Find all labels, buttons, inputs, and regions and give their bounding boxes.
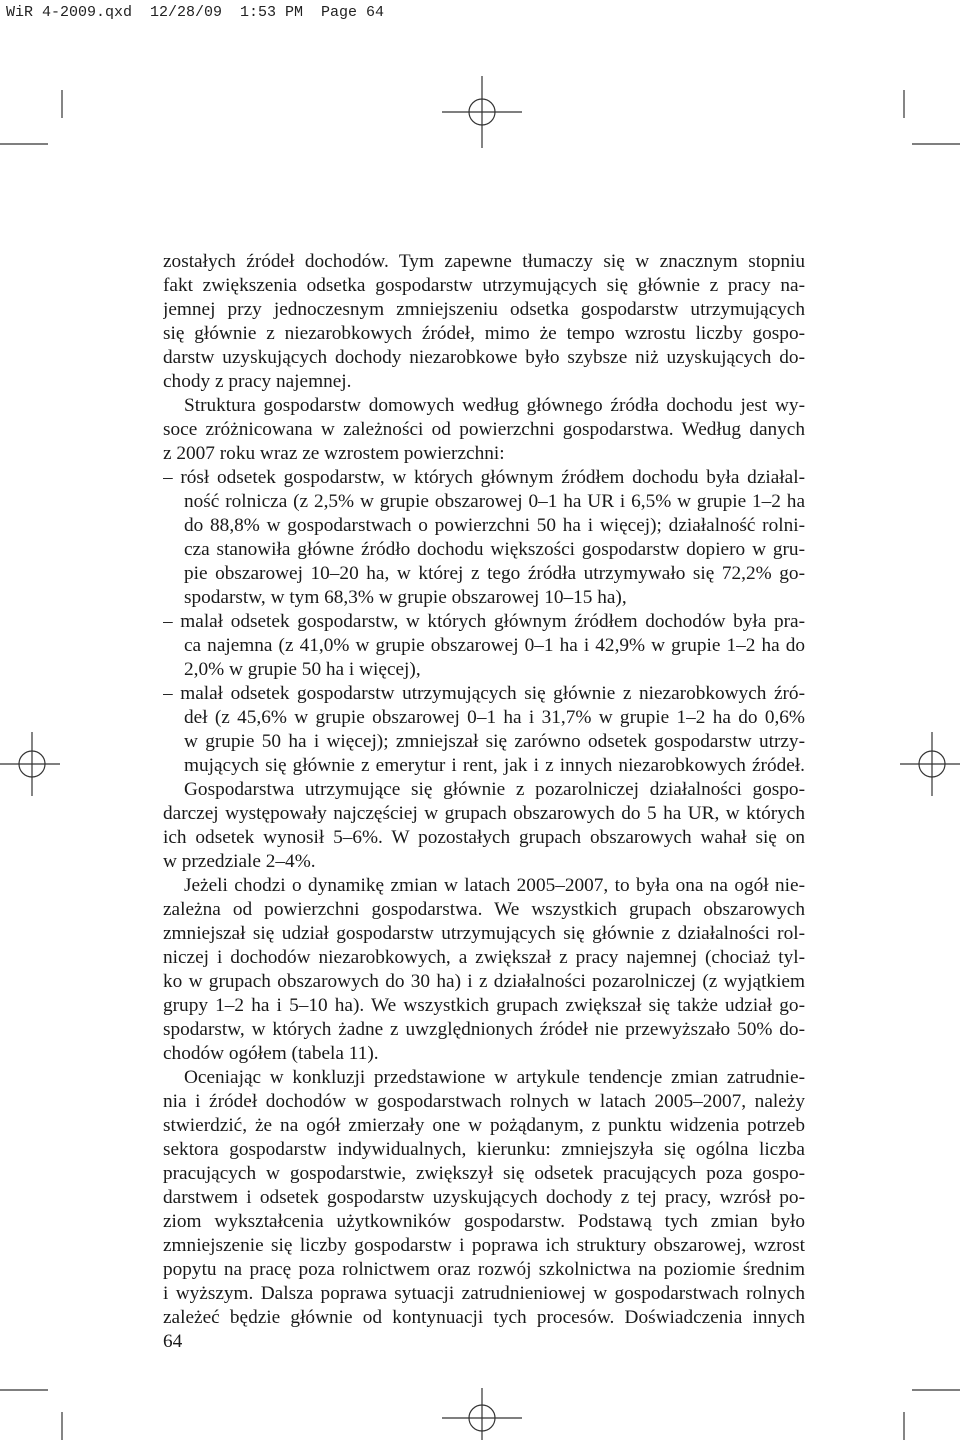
text-line: Jeżeli chodzi o dynamikę zmian w latach 2005–2007, to była ona na ogół nie- — [184, 875, 805, 896]
body-text — [163, 0, 805, 1440]
text-line: grupy 1–2 ha i 5–10 ha). We wszystkich grupach zwiększał się także udział go- — [163, 995, 805, 1016]
text-line: ziom wykształcenia użytkowników gospodarstw. Podstawą tych zmian było — [163, 1211, 805, 1232]
list-item-line: – malał odsetek gospodarstw utrzymujących się głównie z niezarobkowych źró- — [163, 683, 805, 704]
list-item-line: pie obszarowej 10–20 ha, w której z tego źródła utrzymywało się 72,2% go- — [184, 563, 805, 584]
text-line: się głównie z niezarobkowych źródeł, mimo że tempo wzrostu liczby gospo- — [163, 323, 805, 344]
list-item-line: deł (z 45,6% w grupie obszarowej 0–1 ha i 31,7% w grupie 1–2 ha do 0,6% — [184, 707, 805, 728]
text-line: Oceniając w konkluzji przedstawione w artykule tendencje zmian zatrudnie- — [184, 1067, 805, 1088]
registration-mark-right — [900, 732, 960, 796]
text-line: niczej i dochodów niezarobkowych, a zwiększał z pracy najemnej (chociaż tyl- — [163, 947, 805, 968]
list-item-line: do 88,8% w gospodarstwach o powierzchni 50 ha i więcej); działalność rolni- — [184, 515, 805, 536]
file-slug: WiR 4-2009.qxd 12/28/09 1:53 PM Page 64 — [6, 4, 385, 21]
list-item-line: spodarstw, w tym 68,3% w grupie obszarowej 10–15 ha), — [184, 587, 627, 608]
registration-mark-left — [0, 732, 60, 796]
text-line: darstw uzyskujących dochody niezarobkowe było szybsze niż uzyskujących do- — [163, 347, 805, 368]
text-line: nia i źródeł dochodów w gospodarstwach rolnych w latach 2005–2007, należy — [163, 1091, 805, 1112]
list-item-line: – malał odsetek gospodarstw, w których głównym źródłem dochodów była pra- — [163, 611, 805, 632]
text-line: spodarstw, w których żadne z uwzględnionych źródeł nie przewyższało 50% do- — [163, 1019, 805, 1040]
text-line: chodów ogółem (tabela 11). — [163, 1043, 379, 1064]
text-line: pracujących w gospodarstwie, zwiększył się odsetek pracujących poza gospo- — [163, 1163, 805, 1184]
text-line: darstwem i odsetek gospodarstw uzyskujących dochody z tej pracy, wzrósł po- — [163, 1187, 805, 1208]
text-line: ich odsetek wynosił 5–6%. W pozostałych grupach obszarowych wahał się on — [163, 827, 805, 848]
text-line: sektora gospodarstw indywidualnych, kierunku: zmniejszyła się ogólna liczba — [163, 1139, 805, 1160]
list-item-line: mujących się głównie z emerytur i rent, jak i z innych niezarobkowych źródeł. — [184, 755, 805, 776]
text-line: zostałych źródeł dochodów. Tym zapewne tłumaczy się w znacznym stopniu — [163, 251, 805, 272]
text-line: fakt zwiększenia odsetka gospodarstw utrzymujących się głównie z pracy na- — [163, 275, 805, 296]
list-item-line: – rósł odsetek gospodarstw, w których głównym źródłem dochodu była działal- — [163, 467, 805, 488]
list-item-line: ność rolnicza (z 2,5% w grupie obszarowej 0–1 ha UR i 6,5% w grupie 1–2 ha — [184, 491, 805, 512]
list-item-line: 2,0% w grupie 50 ha i więcej), — [184, 659, 421, 680]
text-line: Struktura gospodarstw domowych według głównego źródła dochodu jest wy- — [184, 395, 805, 416]
text-line: i wyższym. Dalsza poprawa sytuacji zatrudnieniowej w gospodarstwach rolnych — [163, 1283, 805, 1304]
list-item-line: w grupie 50 ha i więcej); zmniejszał się zarówno odsetek gospodarstw utrzy- — [184, 731, 805, 752]
text-line: zmniejszał się udział gospodarstw utrzymujących się głównie z działalności rol- — [163, 923, 805, 944]
list-item-line: cza stanowiła główne źródło dochodu większości gospodarstw dopiero w gru- — [184, 539, 805, 560]
text-line: zmniejszenie się liczby gospodarstw i poprawa ich struktury obszarowej, wzrost — [163, 1235, 805, 1256]
text-line: Gospodarstwa utrzymujące się głównie z pozarolniczej działalności gospo- — [184, 779, 805, 800]
text-line: zależna od powierzchni gospodarstwa. We wszystkich grupach obszarowych — [163, 899, 805, 920]
text-line: z 2007 roku wraz ze wzrostem powierzchni: — [163, 443, 505, 464]
text-line: stwierdzić, że na ogół zmierzały one w pożądanym, z punktu widzenia potrzeb — [163, 1115, 805, 1136]
page-number: 64 — [163, 1331, 183, 1352]
text-line: w przedziale 2–4%. — [163, 851, 316, 872]
text-line: jemnej przy jednoczesnym zmniejszeniu odsetka gospodarstw utrzymujących — [163, 299, 805, 320]
text-line: soce zróżnicowana w zależności od powierzchni gospodarstwa. Według danych — [163, 419, 805, 440]
list-item-line: ca najemna (z 41,0% w grupie obszarowej 0–1 ha i 42,9% w grupie 1–2 ha do — [184, 635, 805, 656]
text-line: ko w grupach obszarowych do 30 ha) i z działalności pozarolniczej (z wyjątkiem — [163, 971, 805, 992]
text-line: chody z pracy najemnej. — [163, 371, 352, 392]
text-line: zależeć będzie głównie od kontynuacji tych procesów. Doświadczenia innych — [163, 1307, 805, 1328]
text-line: darczej występowały najczęściej w grupach obszarowych do 5 ha UR, w których — [163, 803, 805, 824]
text-line: popytu na pracę poza rolnictwem oraz rozwój szkolnictwa na poziomie średnim — [163, 1259, 805, 1280]
